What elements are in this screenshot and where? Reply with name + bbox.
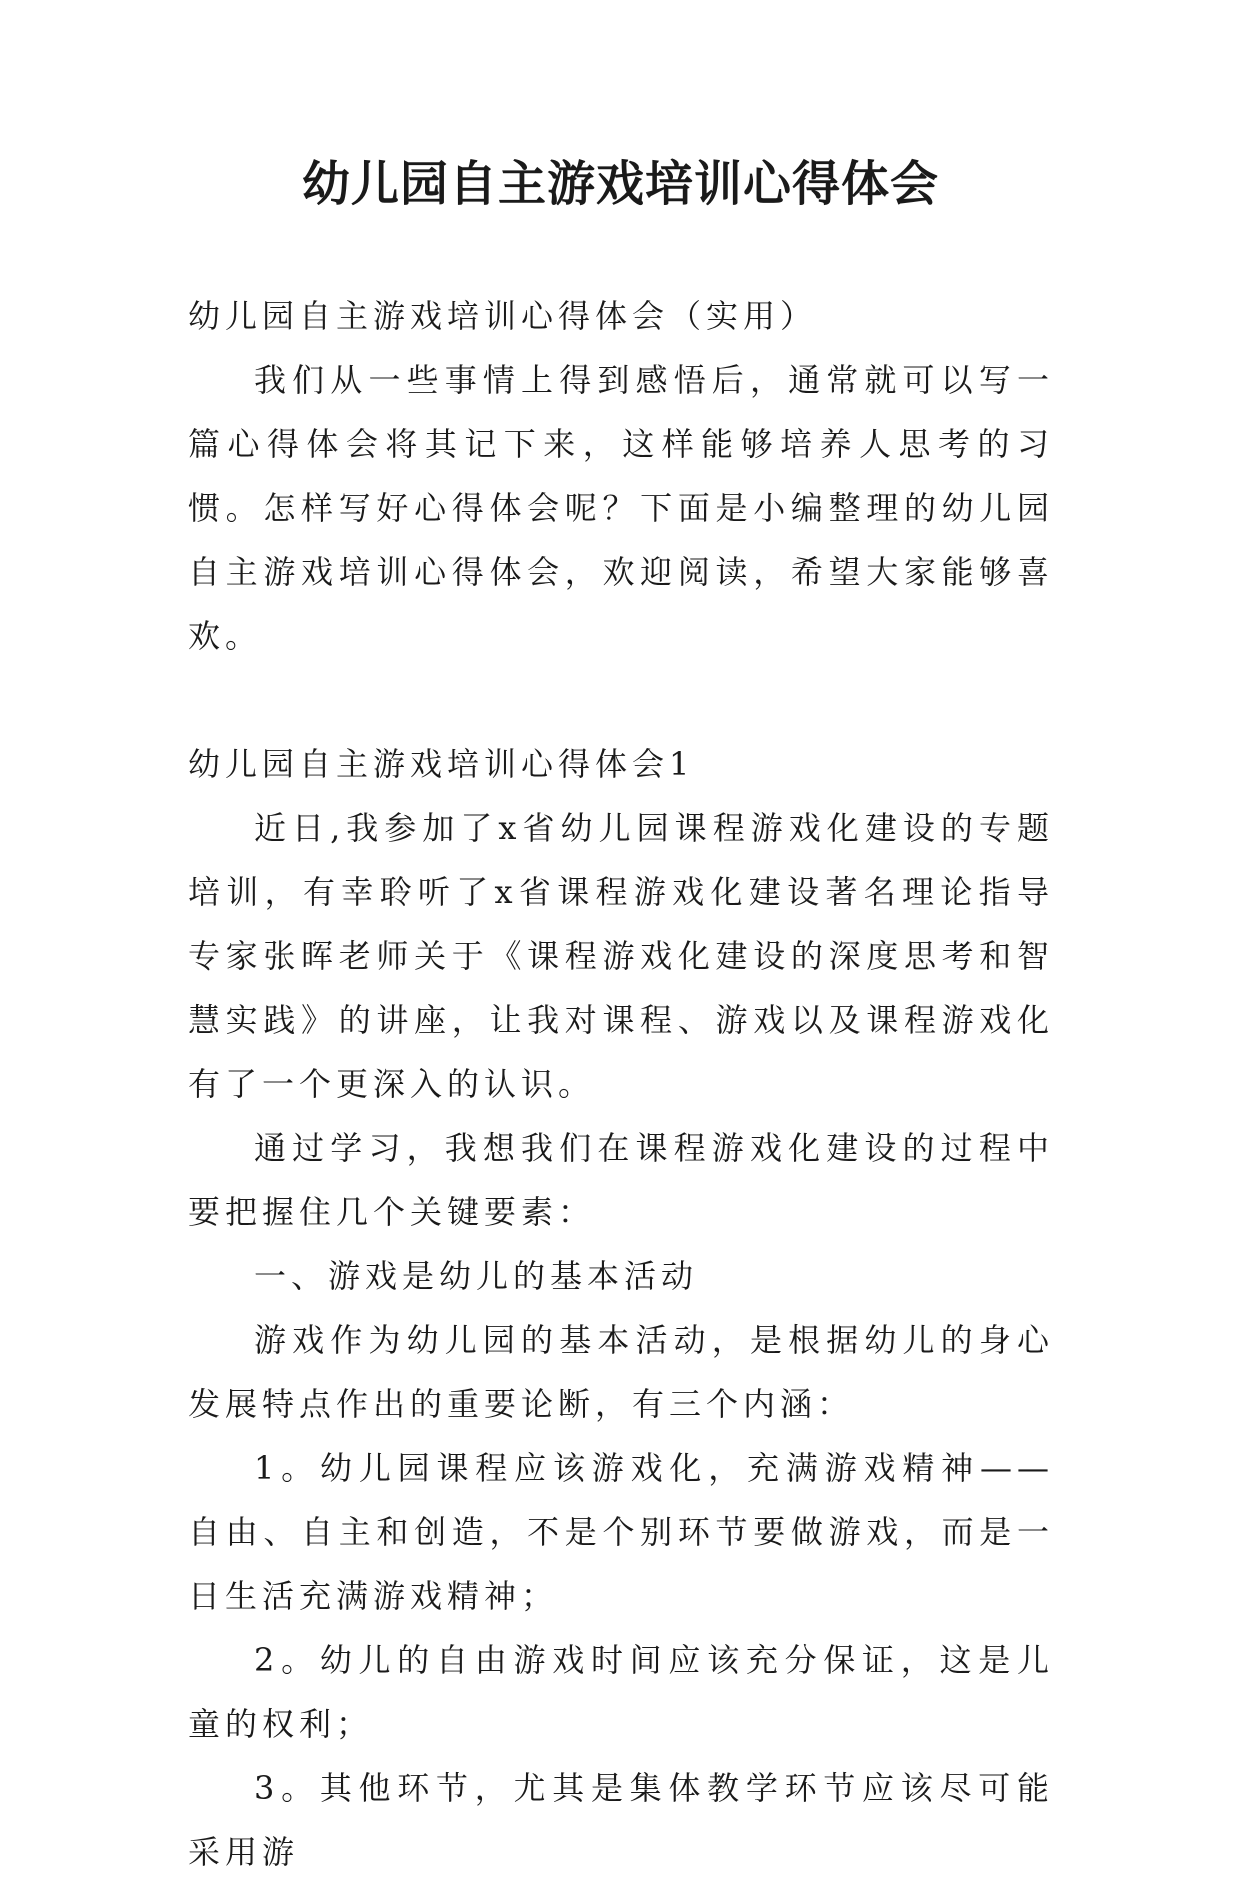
numbered-item: 2。幼儿的自由游戏时间应该充分保证，这是儿童的权利； <box>188 1641 1054 1743</box>
body-paragraph: 通过学习，我想我们在课程游戏化建设的过程中要把握住几个关键要素： <box>188 1129 1054 1231</box>
section-heading: 幼儿园自主游戏培训心得体会1 <box>188 745 695 783</box>
document-title: 幼儿园自主游戏培训心得体会 <box>301 156 939 212</box>
numbered-item: 1。幼儿园课程应该游戏化，充满游戏精神——自由、自主和创造，不是个别环节要做游戏，而是一日生活充满游戏精神； <box>188 1449 1054 1615</box>
subheading: 一、游戏是幼儿的基本活动 <box>254 1257 699 1295</box>
body-paragraph: 游戏作为幼儿园的基本活动，是根据幼儿的身心发展特点作出的重要论断，有三个内涵： <box>188 1321 1054 1423</box>
numbered-item: 3。其他环节，尤其是集体教学环节应该尽可能采用游 <box>188 1769 1054 1871</box>
document-subtitle: 幼儿园自主游戏培训心得体会（实用） <box>188 297 818 335</box>
body-paragraph: 近日,我参加了x省幼儿园课程游戏化建设的专题培训，有幸聆听了x省课程游戏化建设著名理论指导专家张晖老师关于《课程游戏化建设的深度思考和智慧实践》的讲座，让我对课程、游戏以及课程游戏化有了一个更深入的认识。 <box>188 809 1054 1103</box>
document-body <box>188 284 1054 1884</box>
blank-line <box>188 668 1054 732</box>
intro-paragraph: 我们从一些事情上得到感悟后，通常就可以写一篇心得体会将其记下来，这样能够培养人思考的习惯。怎样写好心得体会呢？下面是小编整理的幼儿园自主游戏培训心得体会，欢迎阅读，希望大家能够喜欢。 <box>188 361 1054 655</box>
